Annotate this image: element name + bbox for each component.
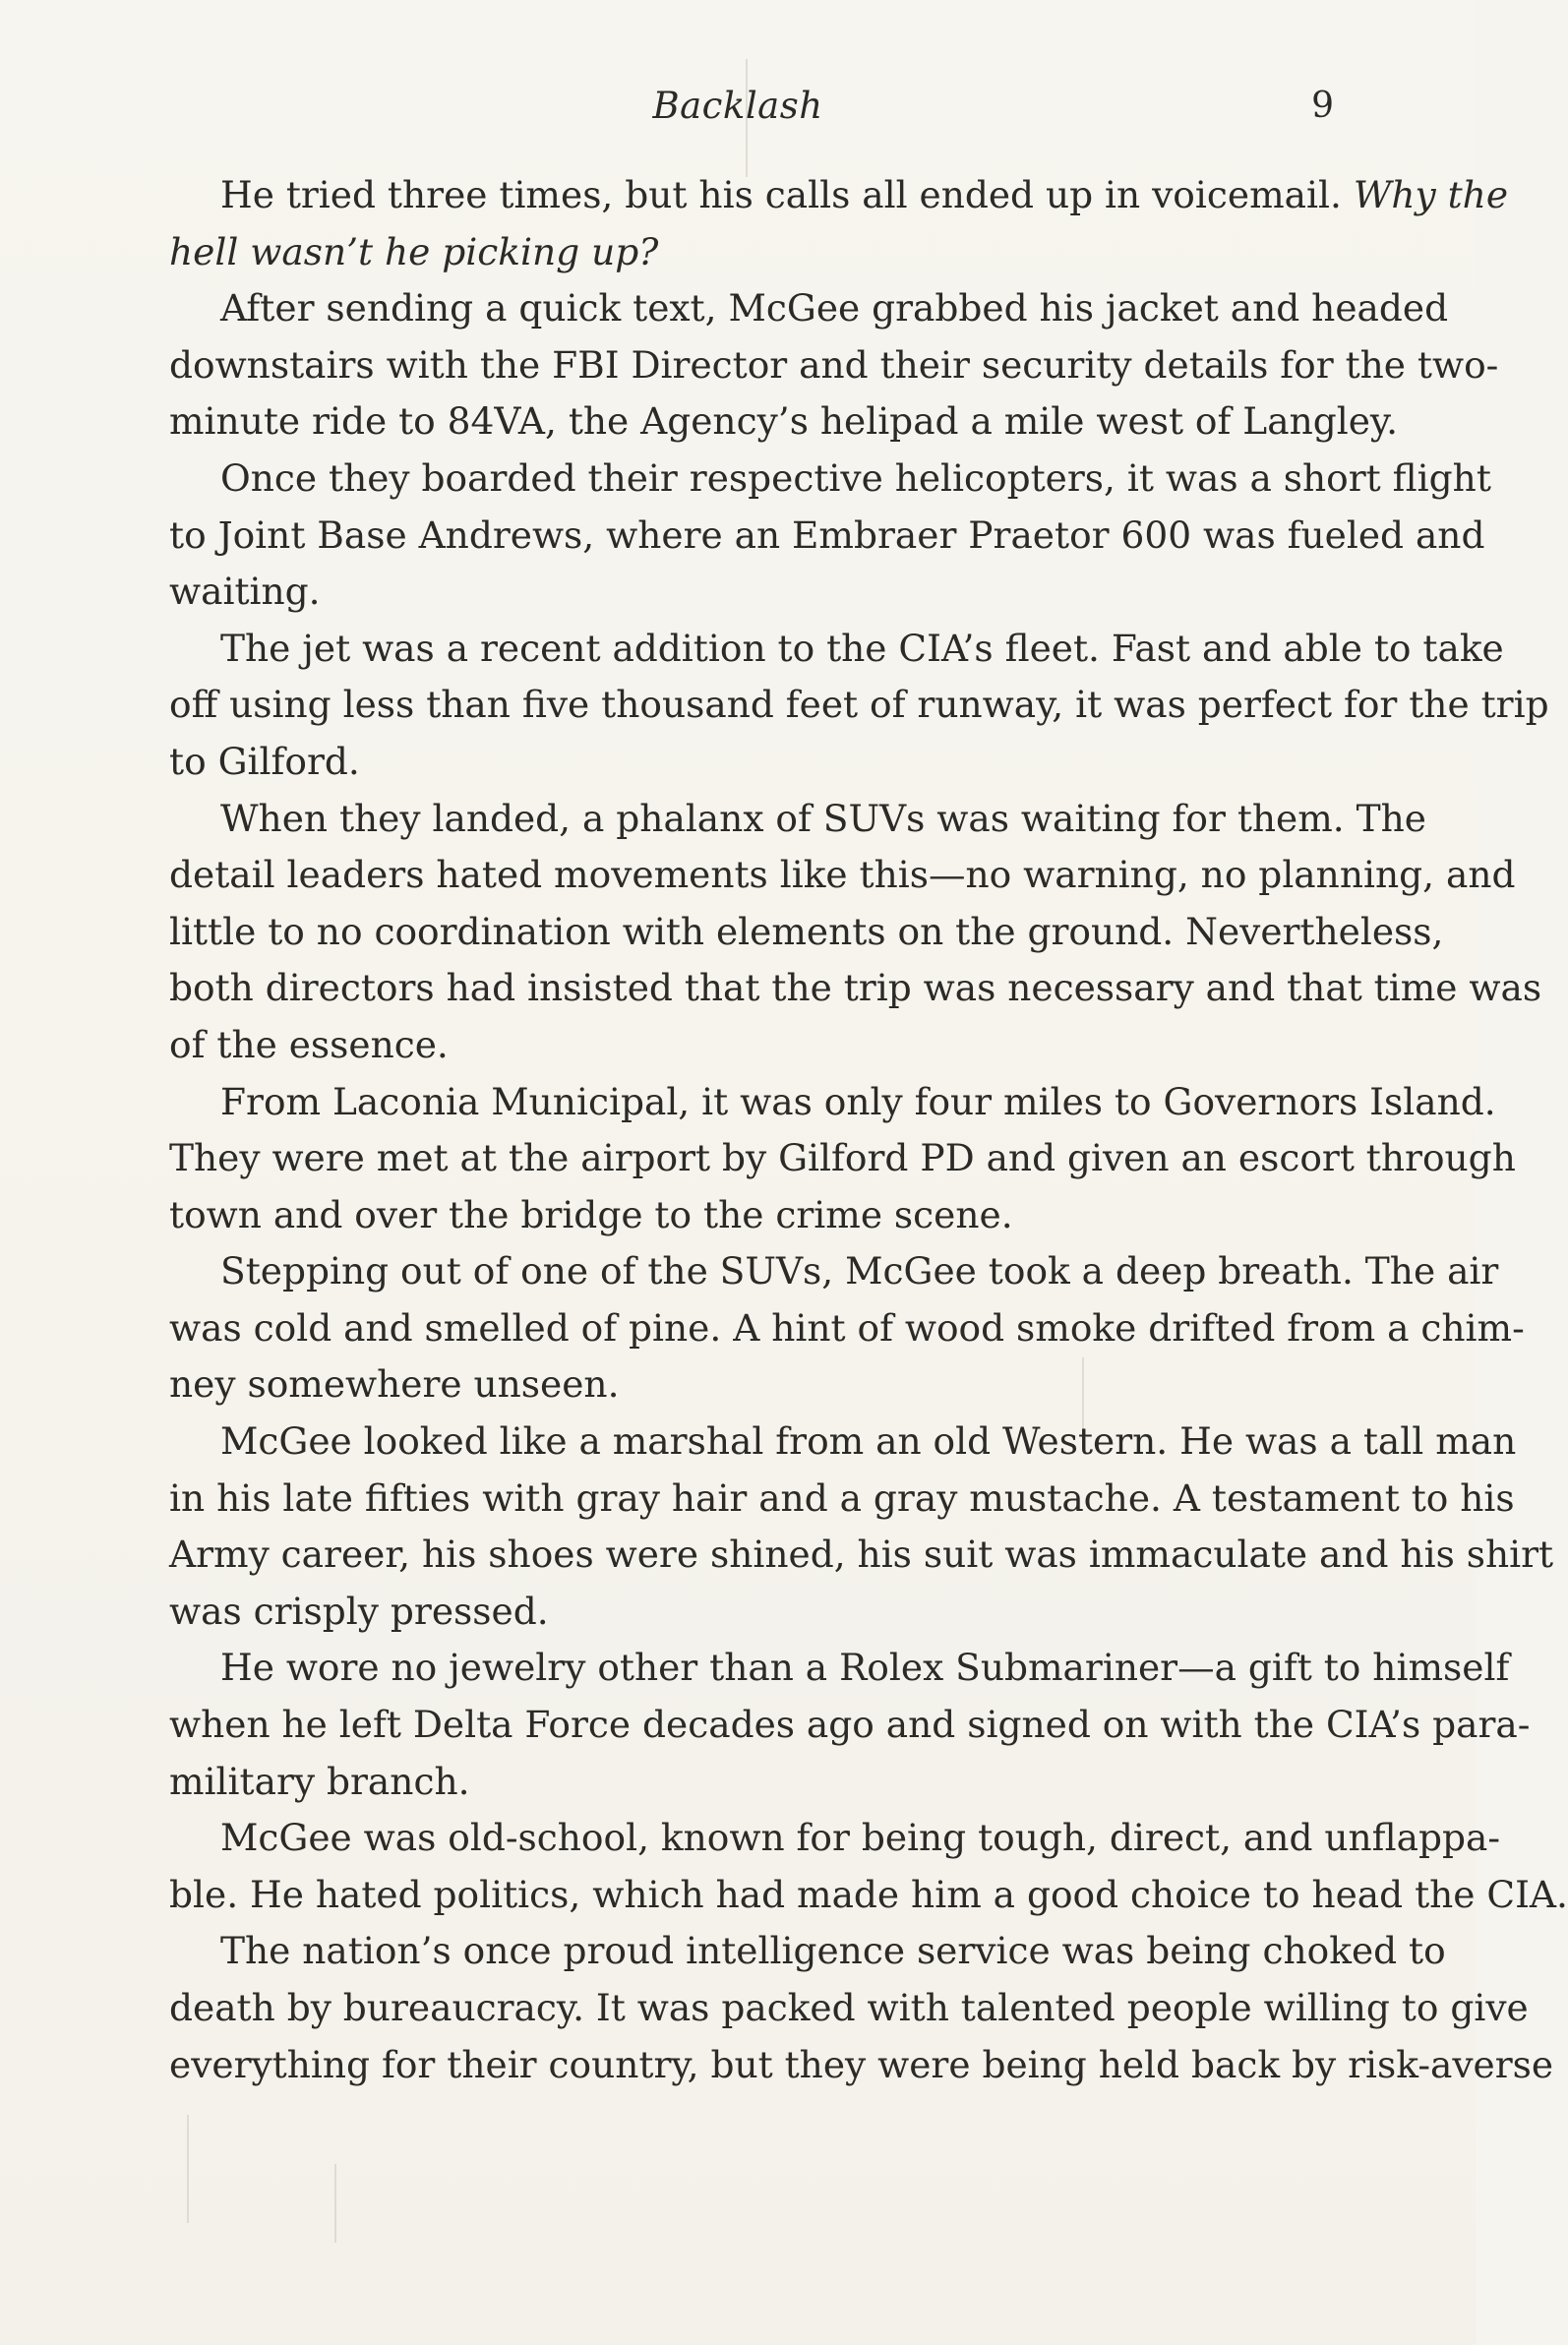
running-title: Backlash <box>652 85 823 127</box>
text-line: They were met at the airport by Gilford PD and given an escort through <box>169 1136 1516 1180</box>
body-text <box>169 167 1568 2093</box>
text-line: McGee was old-school, known for being tough, direct, and unflappa- <box>220 1816 1501 1860</box>
italic-run: Why the <box>1353 173 1509 216</box>
text-line: town and over the bridge to the crime scene. <box>169 1192 1013 1236</box>
text-line: detail leaders hated movements like this—no warning, no planning, and <box>169 853 1516 897</box>
paragraph <box>169 167 1509 280</box>
text-line: When they landed, a phalanx of SUVs was waiting for them. The <box>220 796 1426 840</box>
text-line: when he left Delta Force decades ago and signed on with the CIA’s para- <box>169 1703 1531 1747</box>
text-line: to Gilford. <box>169 739 360 783</box>
paragraph <box>169 1810 1568 1923</box>
text-line: waiting. <box>169 570 321 614</box>
text-line: everything for their country, but they were being held back by risk-averse <box>169 2042 1554 2086</box>
text-line: both directors had insisted that the trip was necessary and that time was <box>169 966 1542 1010</box>
text-line: The jet was a recent addition to the CIA’s fleet. Fast and able to take <box>220 626 1504 670</box>
text-line: was crisply pressed. <box>169 1589 549 1633</box>
paragraph <box>169 791 1542 1074</box>
text-run: He tried three times, but his calls all ended up in voicemail. <box>220 173 1354 216</box>
text-line: Once they boarded their respective helicopters, it was a short flight <box>220 455 1491 500</box>
text-line: in his late fifties with gray hair and a gray mustache. A testament to his <box>169 1475 1515 1520</box>
paper-mark <box>187 2115 189 2223</box>
page-number: 9 <box>1311 86 1334 126</box>
text-line: After sending a quick text, McGee grabbed his jacket and headed <box>220 286 1449 331</box>
text-line: was cold and smelled of pine. A hint of wood smoke drifted from a chim- <box>169 1305 1525 1350</box>
paragraph <box>169 621 1549 791</box>
text-line: The nation’s once proud intelligence service was being choked to <box>220 1929 1446 1973</box>
paragraph <box>169 1413 1554 1640</box>
text-line <box>169 167 1509 224</box>
paragraph <box>169 451 1491 621</box>
text-line: ney somewhere unseen. <box>169 1362 620 1407</box>
running-header <box>0 77 1476 136</box>
paragraph <box>169 1640 1531 1810</box>
text-line: ble. He hated politics, which had made him a good choice to head the CIA. <box>169 1872 1568 1916</box>
paragraph <box>169 280 1499 451</box>
text-line: to Joint Base Andrews, where an Embraer Praetor 600 was fueled and <box>169 512 1485 557</box>
text-line: Army career, his shoes were shined, his suit was immaculate and his shirt <box>169 1533 1554 1577</box>
text-line: McGee looked like a marshal from an old Western. He was a tall man <box>220 1419 1517 1464</box>
text-line: From Laconia Municipal, it was only four miles to Governors Island. <box>220 1079 1496 1123</box>
text-line <box>169 224 1334 281</box>
text-line: little to no coordination with elements on the ground. Nevertheless, <box>169 909 1444 953</box>
text-line: He wore no jewelry other than a Rolex Submariner—a gift to himself <box>220 1646 1510 1690</box>
text-line: of the essence. <box>169 1022 449 1066</box>
text-line: minute ride to 84VA, the Agency’s helipad a mile west of Langley. <box>169 399 1399 444</box>
text-line: military branch. <box>169 1759 470 1803</box>
text-line: Stepping out of one of the SUVs, McGee took a deep breath. The air <box>220 1249 1499 1293</box>
paper-mark <box>334 2164 336 2243</box>
paragraph <box>169 1074 1516 1244</box>
paragraph <box>169 1923 1554 2093</box>
paragraph <box>169 1243 1525 1413</box>
italic-run: hell wasn’t he picking up? <box>169 229 659 273</box>
text-line: off using less than five thousand feet of runway, it was perfect for the trip <box>169 683 1549 727</box>
text-line: death by bureaucracy. It was packed with talented people willing to give <box>169 1986 1529 2029</box>
text-line: downstairs with the FBI Director and their security details for the two- <box>169 342 1499 387</box>
